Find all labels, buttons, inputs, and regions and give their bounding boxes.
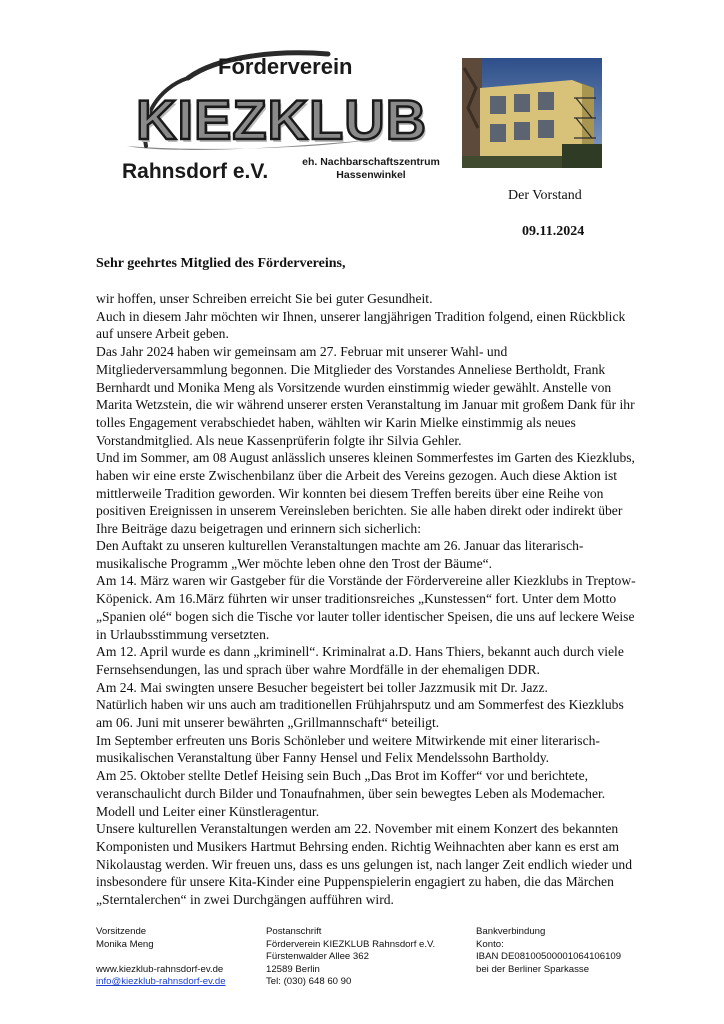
- sender-line: Der Vorstand: [508, 188, 582, 203]
- body-paragraph: Im September erfreuten uns Boris Schönleber und weitere Mitwirkende mit einer literarisch-musikalischen Veranstaltung über Fanny Hensel und Felix Mendelssohn Bartholdy.: [96, 732, 600, 766]
- footer-postal-city: 12589 Berlin: [266, 963, 320, 975]
- footer-chair-name: Monika Meng: [96, 938, 154, 950]
- body-paragraph: Am 25. Oktober stellte Detlef Heising sein Buch „Das Brot im Koffer“ vor und berichtete, veranschaulicht durch Bilder und Tonaufnahmen, über sein bewegtes Leben als Modemacher. Modell und Leiter einer Künstleragentur.: [96, 768, 606, 819]
- body-paragraph: Am 12. April wurde es dann „kriminell“. Kriminalrat a.D. Hans Thiers, bekannt auch durch viele Fernsehsendungen, las und sprach über wahre Mordfälle in der ehemaligen DDR.: [96, 644, 624, 677]
- footer-postal-street: Fürstenwalder Allee 362: [266, 951, 369, 963]
- footer-postal-label: Postanschrift: [266, 926, 322, 937]
- building-photo-image: [462, 58, 602, 168]
- body-paragraph: Das Jahr 2024 haben wir gemeinsam am 27. Februar mit unserer Wahl- und Mitgliederversammlung begonnen. Die Mitglieder des Vorstandes Anneliese Bertholdt, Frank Bernhardt und Monika Meng als Vorsitzende wurden einstimmig wieder gewählt. Anstelle von Marita Wetzstein, die wir während unserer ersten Veranstaltung im Januar mit großem Dank für ihr tolles Engagement verabschiedet haben, wählten wir Karin Mielke einstimmig als neues Vorstandmitglied. Als neue Kassenprüferin folgte ihr Silvia Gehler.: [96, 344, 635, 448]
- letter-date: 09.11.2024: [522, 224, 585, 239]
- footer-phone: Tel: (030) 648 60 90: [266, 976, 352, 988]
- body-paragraph: Am 14. März waren wir Gastgeber für die Vorstände der Fördervereine aller Kiezklubs in Treptow-Köpenick. Am 16.März führten wir unser traditionsreiches „Kunstessen“ fort. Unter dem Motto „Spanien olé“ bogen sich die Tische vor lauter toller identischer Speisen, die uns auf leckere Weise in Urlaubsstimmung versetzten.: [96, 573, 636, 642]
- footer-bank-account-label: Konto:: [476, 938, 504, 950]
- footer-postal-address: [266, 926, 435, 989]
- footer-chair-label: Vorsitzende: [96, 926, 147, 937]
- logo-top-text: Förderverein: [218, 54, 353, 79]
- salutation: Sehr geehrtes Mitglied des Fördervereins,: [96, 256, 346, 271]
- logo-subtitle-line1: eh. Nachbarschaftszentrum: [302, 156, 440, 168]
- body-paragraph: Natürlich haben wir uns auch am traditionellen Frühjahrsputz und am Sommerfest des Kiezklubs am 06. Juni mit unserer bewährten „Grillmannschaft“ beteiligt.: [96, 697, 624, 731]
- body-paragraph: Und im Sommer, am 08 August anlässlich unseres kleinen Sommerfestes im Garten des Kiezklubs, haben wir eine erste Zwischenbilanz über die Arbeit des Vereins gezogen. Auch diese Aktion ist mittlerweile Tradition geworden. Wir konnten bei diesem Treffen bereits über eine Reihe von positiven Ereignissen in unserem Vereinsleben berichten. Sie alle haben direkt oder indirekt über Ihre Beiträge dazu beigetragen und erinnern sich sicherlich:: [96, 450, 635, 537]
- logo-subtitle: [296, 156, 446, 182]
- letter-body-intro: [96, 290, 636, 538]
- body-paragraph: Unsere kulturellen Veranstaltungen werden am 22. November mit einem Konzert des bekannten Komponisten und Musikers Hartmut Behrsing enden. Richtig Weihnachten aber kann es erst am Nikolaustag werden. Wir freuen uns, dass es uns gelungen ist, nach langer Zeit endlich wieder und insbesondere für unsere Kita-Kinder eine Puppenspielerin engagiert zu haben, die das Märchen „Sterntalerchen“ in zwei Durchgängen aufführen wird.: [96, 821, 633, 908]
- body-paragraph: Auch in diesem Jahr möchten wir Ihnen, unserer langjährigen Tradition folgend, einen Rückblick auf unsere Arbeit geben.: [96, 308, 626, 342]
- footer-website-link[interactable]: www.kiezklub-rahnsdorf-ev.de: [96, 963, 224, 975]
- logo-subtitle-line2: Hassenwinkel: [336, 169, 406, 181]
- building-photo: [462, 58, 602, 168]
- body-paragraph: Den Auftakt zu unseren kulturellen Veranstaltungen machte am 26. Januar das literarisch-musikalische Programm „Wer möchte leben ohne den Trost der Bäume“.: [96, 538, 584, 571]
- logo-bottom-text: Rahnsdorf e.V.: [122, 160, 269, 183]
- footer-email-link[interactable]: info@kiezklub-rahnsdorf-ev.de: [96, 976, 226, 988]
- footer-bank-details: [476, 926, 621, 976]
- logo-wordmark: KIEZKLUB: [136, 88, 428, 151]
- kiezklub-logo: [118, 48, 448, 188]
- footer-bank-iban: IBAN DE08100500001064106109: [476, 951, 622, 963]
- footer-chair-contact: [96, 926, 226, 989]
- body-paragraph: Am 24. Mai swingten unsere Besucher begeistert bei toller Jazzmusik mit Dr. Jazz.: [96, 679, 548, 695]
- letter-body-events: [96, 537, 636, 909]
- footer-bank-name: bei der Berliner Sparkasse: [476, 963, 590, 975]
- body-paragraph: wir hoffen, unser Schreiben erreicht Sie bei guter Gesundheit.: [96, 291, 433, 306]
- footer-postal-org: Förderverein KIEZKLUB Rahnsdorf e.V.: [266, 938, 436, 950]
- footer-bank-label: Bankverbindung: [476, 926, 546, 937]
